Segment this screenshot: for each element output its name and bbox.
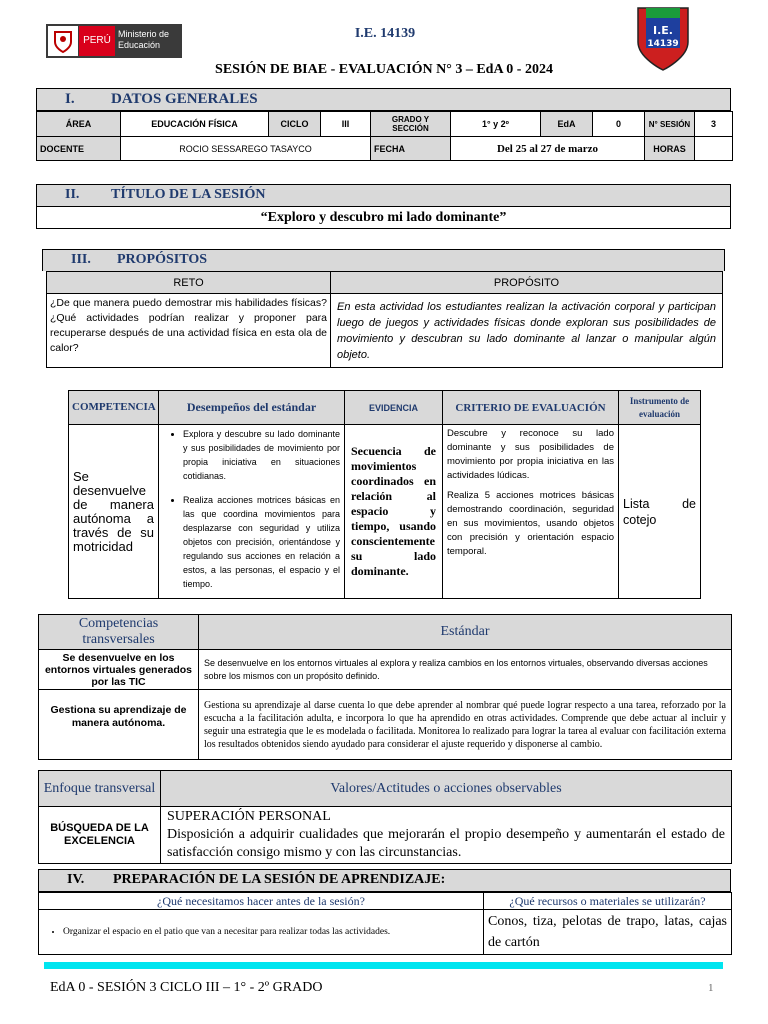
enfoque-value-title: SUPERACIÓN PERSONAL xyxy=(167,809,331,824)
ciclo-value: III xyxy=(321,112,371,137)
desempenos-cell xyxy=(159,425,345,599)
enfoque-name: BÚSQUEDA DE LA EXCELENCIA xyxy=(39,807,161,864)
eda-label: EdA xyxy=(541,112,593,137)
horas-value xyxy=(695,137,733,161)
page-number: 1 xyxy=(708,982,714,994)
transversal-name: Se desenvuelve en los entornos virtuales generados por las TIC xyxy=(39,650,199,690)
fecha-label: FECHA xyxy=(371,137,451,161)
transversal-text: Gestiona su aprendizaje al darse cuenta lo que debe aprender al nombrar qué puede lograr respecto a una tarea, reforzado por la escucha a la facilitación adulta, e incorpora lo que ha aprendido en otras actividades. Comprende que debe actuar al incluir y seguir una estrategia que le es modelada o facilitada. Monitorea lo realizado para lograr la tarea al evaluar con facilitación externa los resultados obtenidos siendo ayudado para considerar el ajuste requerido y disponerse al cambio. xyxy=(199,690,732,760)
transversal-name: Gestiona su aprendizaje de manera autónoma. xyxy=(39,690,199,760)
reto-header: RETO xyxy=(47,272,331,294)
preparacion-section-title: PREPARACIÓN DE LA SESIÓN DE APRENDIZAJE: xyxy=(113,872,446,887)
preparacion-section-bar xyxy=(38,869,731,892)
proposito-text: En esta actividad los estudiantes realizan la activación corporal y participan luego de juegos y actividades físicas donde exploran sus posibilidades de movimiento y descubran su lado dominante al lanzar o manipular algún objeto. xyxy=(331,294,723,368)
peru-shield-icon xyxy=(48,26,78,56)
horas-label: HORAS xyxy=(645,137,695,161)
sesion-label: N° SESIÓN xyxy=(645,112,695,137)
footer-text: EdA 0 - SESIÓN 3 CICLO III – 1° - 2º GRADO xyxy=(50,980,323,995)
area-value: EDUCACIÓN FÍSICA xyxy=(121,112,269,137)
preparacion-answer-2: Conos, tiza, pelotas de trapo, latas, cajas de cartón xyxy=(484,910,732,955)
header-desempenos: Desempeños del estándar xyxy=(159,391,345,425)
preparacion-question-1: ¿Qué necesitamos hacer antes de la sesión? xyxy=(39,893,484,910)
titulo-value: “Exploro y descubro mi lado dominante” xyxy=(36,207,731,229)
titulo-section-title: TÍTULO DE LA SESIÓN xyxy=(111,187,266,202)
criterio-item: Realiza 5 acciones motrices básicas demostrando coordinación, seguridad en sus movimientos, usando objetos con precisión y orientación espacio temporal. xyxy=(447,490,614,557)
header-evidencia: EVIDENCIA xyxy=(345,391,443,425)
fecha-value: Del 25 al 27 de marzo xyxy=(451,137,645,161)
transversales-header-right: Estándar xyxy=(199,615,732,650)
desempeno-item: • Realiza acciones motrices básicas en las que coordina movimientos para desplazarse con seguridad y utiliza objetos con precisión, orientándose y regulando sus acciones en relación a estos, a las personas, el espacio y el tiempo. xyxy=(183,493,340,591)
school-code: I.E. 14139 xyxy=(354,26,416,41)
footer-divider xyxy=(44,962,723,969)
datos-section-bar xyxy=(36,88,731,111)
desempeno-item: • Explora y descubre su lado dominante y sus posibilidades de movimiento por propia iniciativa en situaciones cotidianas. xyxy=(183,427,340,483)
minedu-logo xyxy=(46,24,182,58)
evidencia-cell: Secuencia de movimientos coordinados en relación al espacio y tiempo, usando conscientemente su lado dominante. xyxy=(345,425,443,599)
peru-label: PERÚ xyxy=(79,26,115,56)
titulo-section-num: II. xyxy=(65,187,80,202)
grado-label: GRADO Y SECCIÓN xyxy=(371,112,451,137)
area-label: ÁREA xyxy=(37,112,121,137)
ministry-label: Ministerio de Educación xyxy=(118,29,170,50)
titulo-section-bar xyxy=(36,184,731,207)
enfoque-values-cell xyxy=(161,807,732,864)
preparacion-section-num: IV. xyxy=(67,872,85,887)
propositos-table xyxy=(46,271,723,368)
datos-section-num: I. xyxy=(65,91,75,107)
criterio-item: Descubre y reconoce su lado dominante y sus posibilidades de movimiento por propia iniciativa en las actividades lúdicas. xyxy=(447,428,614,481)
enfoque-header-right: Valores/Actitudes o acciones observables xyxy=(161,771,732,807)
header-competencia: COMPETENCIA xyxy=(69,391,159,425)
enfoque-table xyxy=(38,770,732,864)
transversales-header-left: Competencias transversales xyxy=(39,615,199,650)
emblem-text-top: I.E. xyxy=(653,24,673,37)
propositos-section-title: PROPÓSITOS xyxy=(117,252,207,267)
transversales-table xyxy=(38,614,732,760)
transversal-text: Se desenvuelve en los entornos virtuales al explora y realiza cambios en los entornos virtuales, observando diversas acciones sobre los mismos con un propósito definido. xyxy=(199,650,732,690)
header-instrumento: Instrumento de evaluación xyxy=(619,391,701,425)
grado-value: 1° y 2º xyxy=(451,112,541,137)
datos-section-title: DATOS GENERALES xyxy=(111,91,258,107)
session-title: SESIÓN DE BIAE - EVALUACIÓN N° 3 – EdA 0 - 2024 xyxy=(215,62,553,77)
competencias-table xyxy=(68,390,701,599)
datos-table xyxy=(36,111,733,161)
enfoque-header-left: Enfoque transversal xyxy=(39,771,161,807)
sesion-value: 3 xyxy=(695,112,733,137)
emblem-text-bottom: 14139 xyxy=(647,39,679,49)
competencia-cell: Se desenvuelve de manera autónoma a través de su motricidad xyxy=(69,425,159,599)
preparacion-answer-1-cell xyxy=(39,910,484,955)
criterios-cell xyxy=(443,425,619,599)
docente-value: ROCIO SESSAREGO TASAYCO xyxy=(121,137,371,161)
reto-text: ¿De que manera puedo demostrar mis habilidades físicas? ¿Qué actividades podrían realizar y proponer para recuperarse después de una actividad física en esta ola de calor? xyxy=(47,294,331,368)
propositos-section-bar xyxy=(42,249,725,271)
propositos-section-num: III. xyxy=(71,252,91,267)
proposito-header: PROPÓSITO xyxy=(331,272,723,294)
preparacion-table xyxy=(38,892,732,955)
header-criterio: CRITERIO DE EVALUACIÓN xyxy=(443,391,619,425)
docente-label: DOCENTE xyxy=(37,137,121,161)
preparacion-answer-1: • Organizar el espacio en el patio que van a necesitar para realizar todas las actividades. xyxy=(63,924,477,941)
instrumento-cell: Lista de cotejo xyxy=(619,425,701,599)
preparacion-question-2: ¿Qué recursos o materiales se utilizarán? xyxy=(484,893,732,910)
ciclo-label: CICLO xyxy=(269,112,321,137)
enfoque-value-text: Disposición a adquirir cualidades que mejorarán el propio desempeño y aumentarán el estado de satisfacción consigo mismo y con las circunstancias. xyxy=(167,827,725,860)
eda-value: 0 xyxy=(593,112,645,137)
